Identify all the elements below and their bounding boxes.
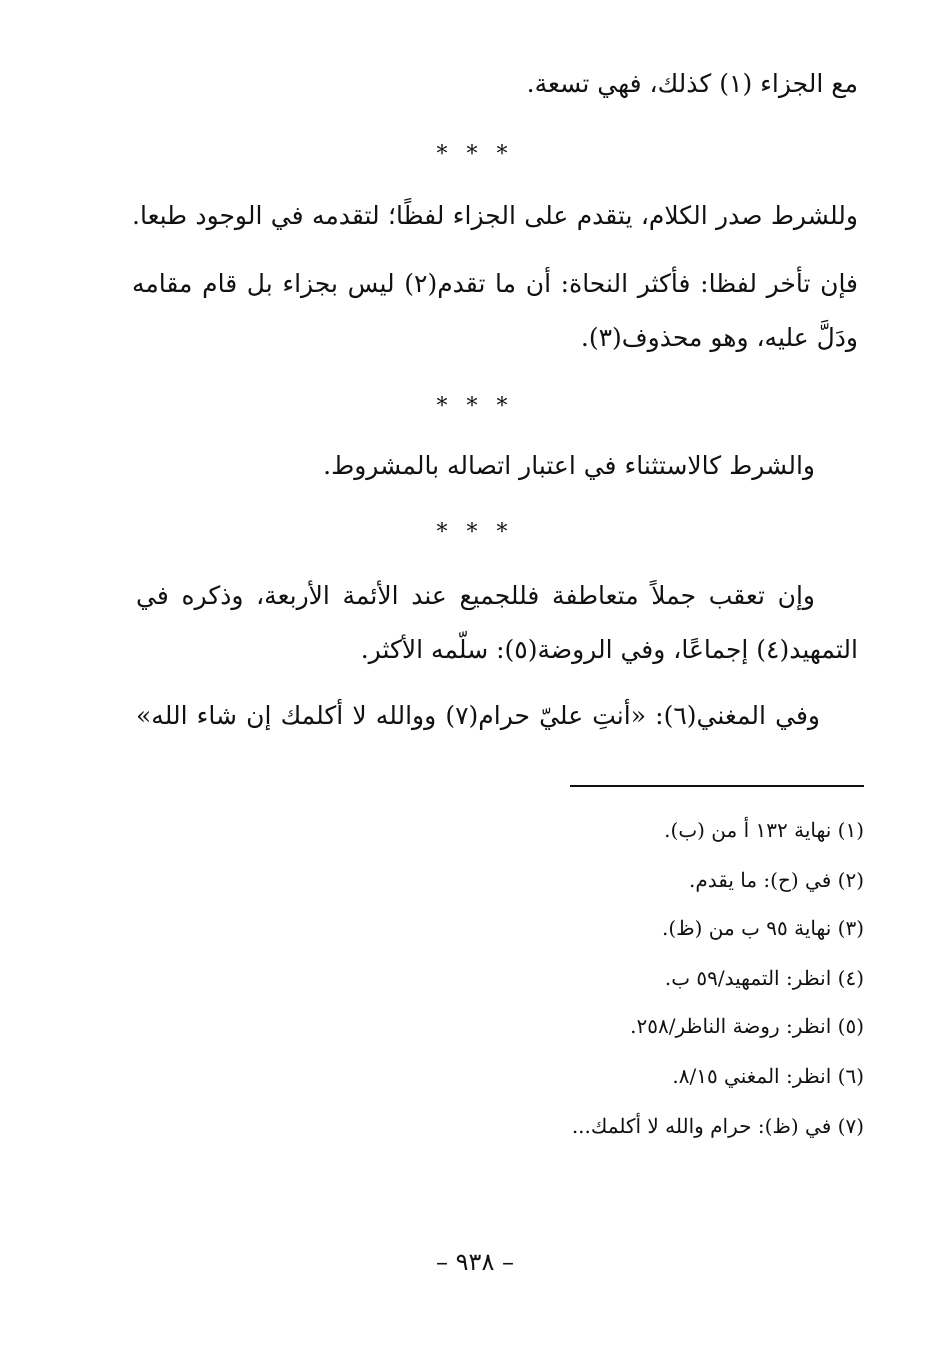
body-line-7: التمهيد(٤) إجماعًا، وفي الروضة(٥): سلّمه الأكثر. [360,635,858,664]
footnote-4: (٤) انظر: التمهيد/٥٩ ب. [664,966,864,990]
separator-stars: * * * [436,520,514,545]
body-line-5: والشرط كالاستثناء في اعتبار اتصاله بالمشروط. [323,451,815,480]
body-line-3: فإن تأخر لفظا: فأكثر النحاة: أن ما تقدم(٢) ليس بجزاء بل قام مقامه [132,269,859,298]
footnote-3: (٣) نهاية ٩٥ ب من (ظ). [661,916,864,940]
footnote-5: (٥) انظر: روضة الناظر/٢٥٨. [630,1014,864,1038]
body-line-1: مع الجزاء (١) كذلك، فهي تسعة. [526,69,858,98]
body-line-8: وفي المغني(٦): «أنتِ عليّ حرام(٧) ووالله لا أكلمك إن شاء الله» [136,701,820,730]
separator-stars: * * * [436,394,514,419]
body-line-6: وإن تعقب جملاً متعاطفة فللجميع عند الأئمة الأربعة، وذكره في [136,581,815,610]
page-number: – ٩٣٨ – [436,1248,514,1276]
body-line-2: وللشرط صدر الكلام، يتقدم على الجزاء لفظًا؛ لتقدمه في الوجود طبعا. [132,201,858,230]
footnote-1: (١) نهاية ١٣٢ أ من (ب). [664,818,864,842]
separator-stars: * * * [436,142,514,167]
footnote-6: (٦) انظر: المغني ٨/١٥. [672,1064,864,1088]
body-line-4: ودَلَّ عليه، وهو محذوف(٣). [580,323,858,352]
footnote-divider [570,785,864,787]
footnote-2: (٢) في (ح): ما يقدم. [688,868,864,892]
footnote-7: (٧) في (ظ): حرام والله لا أكلمك... [571,1114,864,1138]
